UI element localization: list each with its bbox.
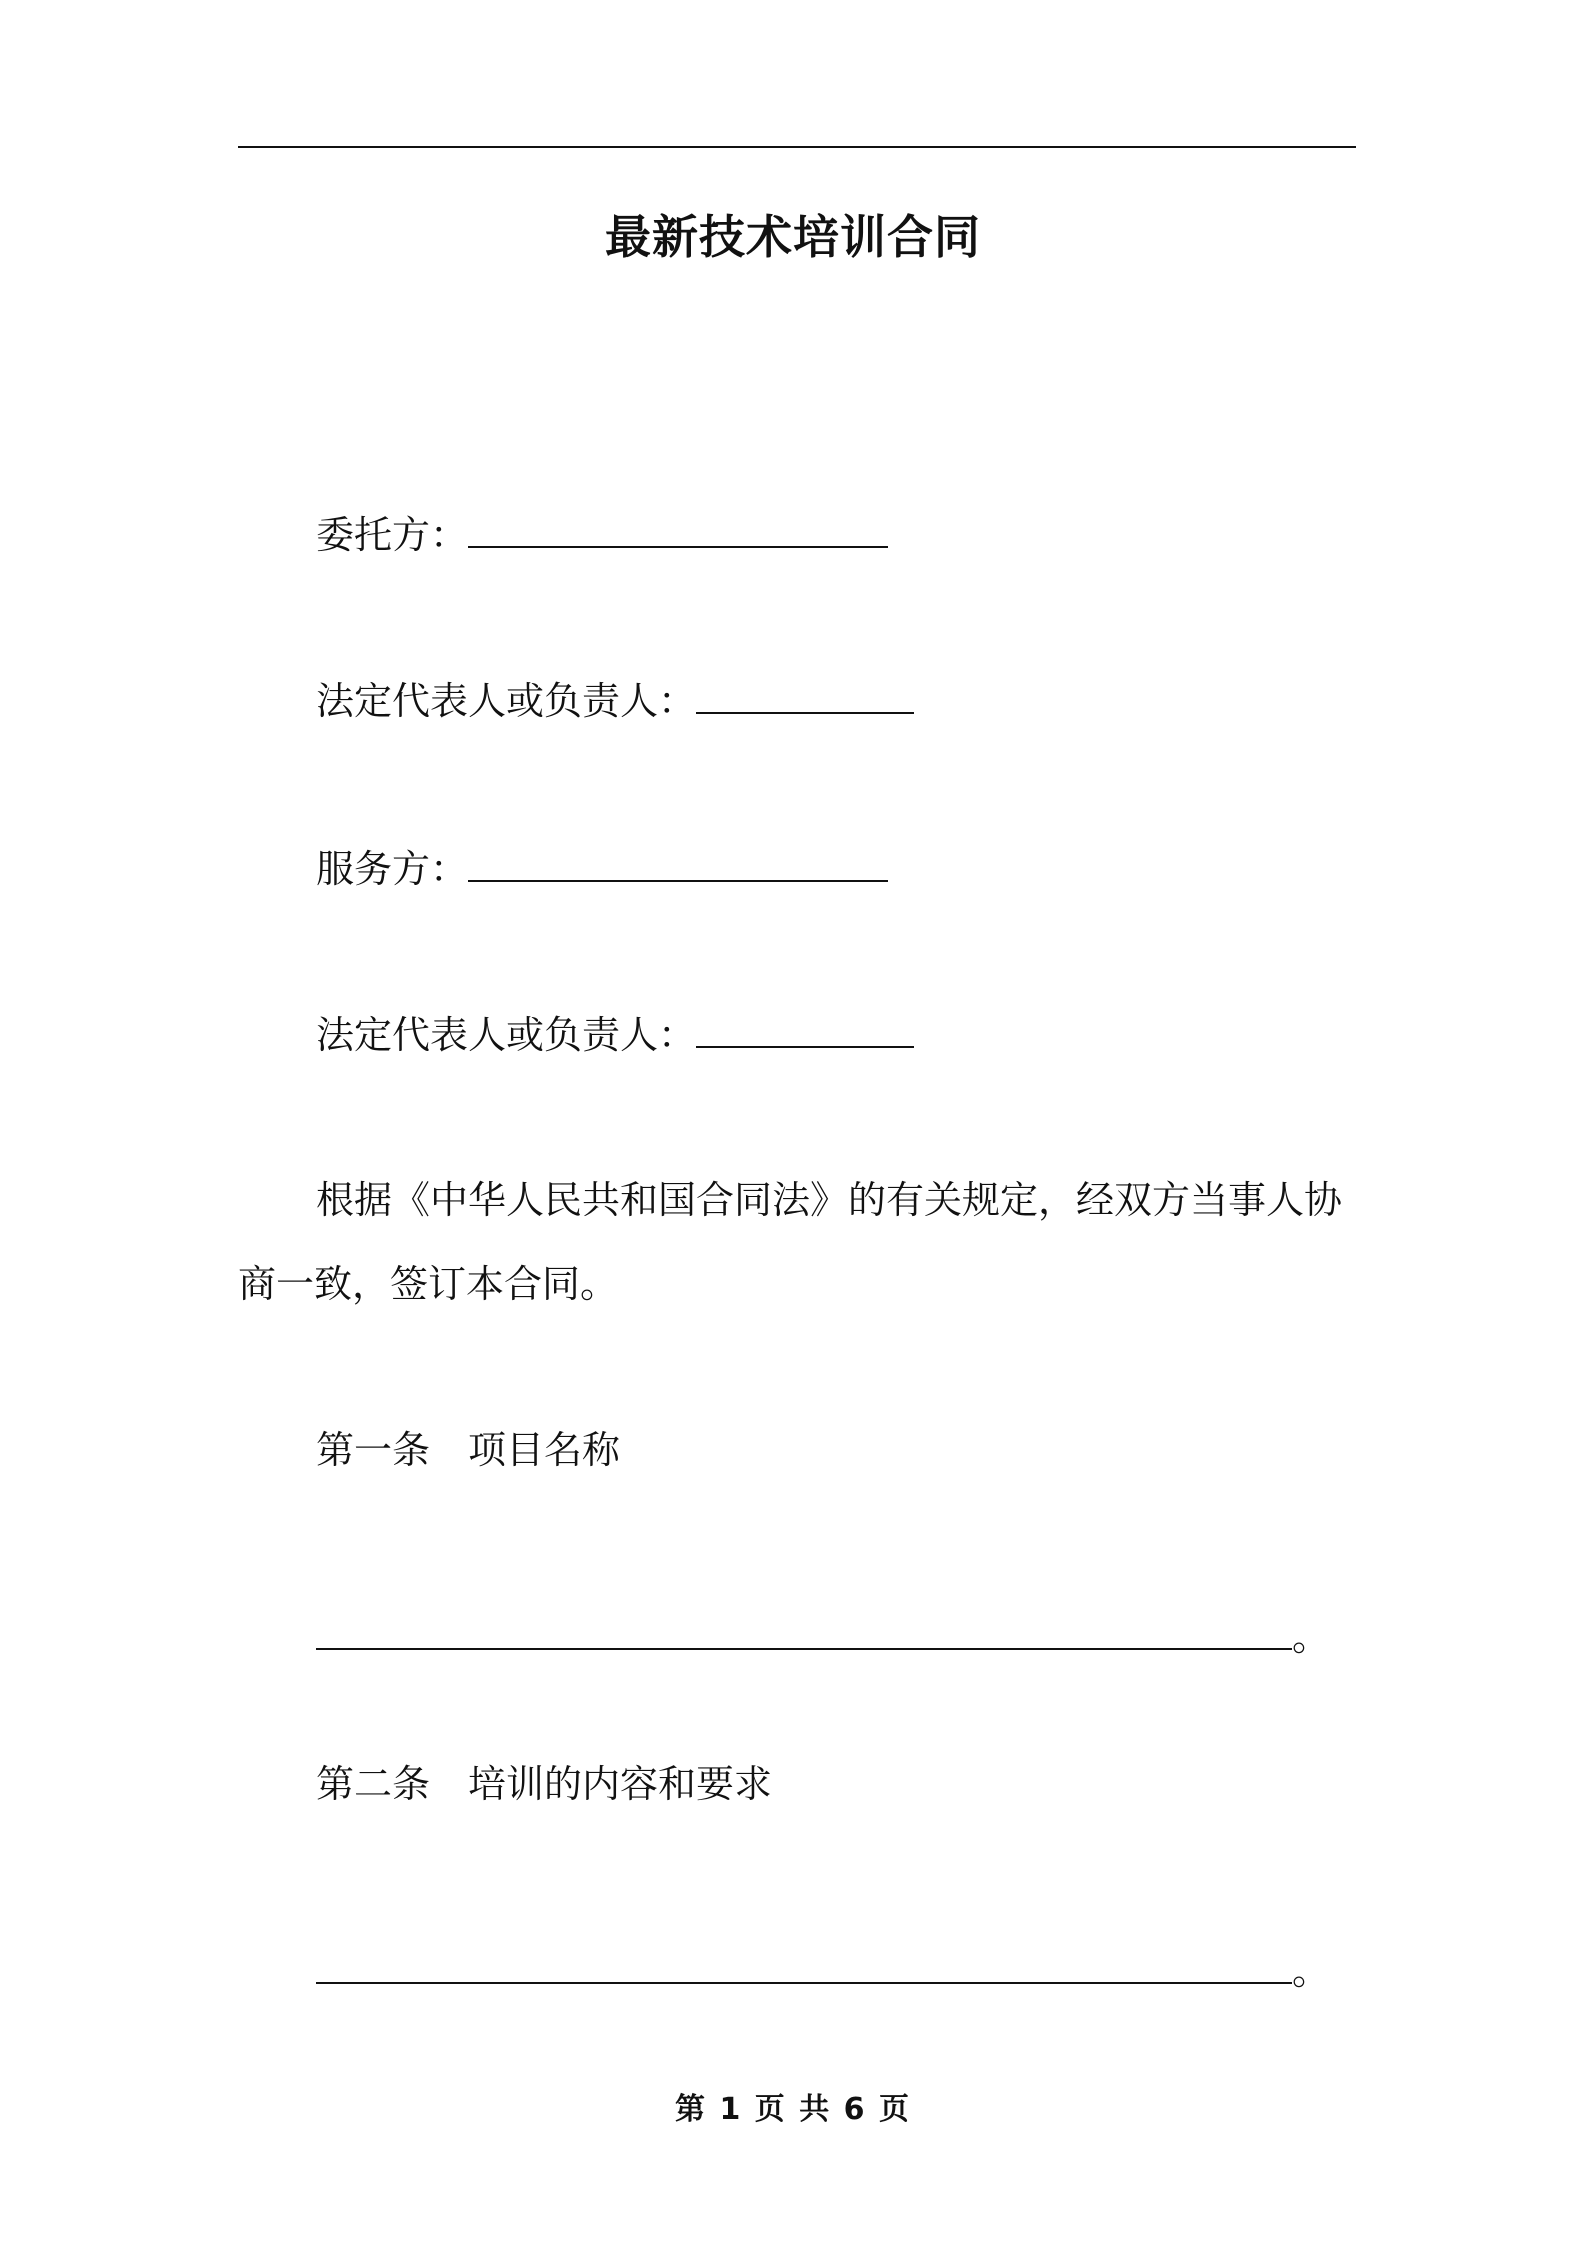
- article-2-fill: [316, 1942, 1330, 1997]
- article-2-heading: [316, 1758, 772, 1810]
- page-number: 第 1 页 共 6 页: [675, 2092, 911, 2127]
- article-1-end-mark: 。: [1292, 1615, 1331, 1659]
- document-title: 最新技术培训合同: [605, 210, 981, 264]
- article-1-blank[interactable]: [316, 1608, 1292, 1650]
- field-provider-representative-blank[interactable]: [696, 1006, 914, 1048]
- article-1-number: 第一条: [316, 1428, 431, 1472]
- article-2-title: 培训的内容和要求: [468, 1762, 773, 1806]
- field-provider-blank[interactable]: [468, 840, 888, 882]
- header-rule: [238, 146, 1356, 148]
- article-1-title: 项目名称: [468, 1428, 621, 1472]
- article-2-number: 第二条: [316, 1762, 431, 1806]
- article-2-end-mark: 。: [1292, 1949, 1331, 1993]
- article-2-blank[interactable]: [316, 1942, 1292, 1984]
- field-client-representative: [316, 672, 914, 727]
- field-client: [316, 506, 888, 561]
- field-provider-label: 服务方：: [316, 847, 469, 891]
- article-1-fill: [316, 1608, 1330, 1663]
- article-1-heading: [316, 1424, 620, 1476]
- field-client-representative-label: 法定代表人或负责人：: [316, 679, 697, 723]
- field-provider-representative-label: 法定代表人或负责人：: [316, 1013, 697, 1057]
- intro-paragraph: 根据《中华人民共和国合同法》的有关规定，经双方当事人协商一致，签订本合同。: [238, 1178, 1343, 1306]
- field-provider: [316, 840, 888, 895]
- field-client-blank[interactable]: [468, 506, 888, 548]
- field-client-representative-blank[interactable]: [696, 672, 914, 714]
- field-client-label: 委托方：: [316, 513, 469, 557]
- field-provider-representative: [316, 1006, 914, 1061]
